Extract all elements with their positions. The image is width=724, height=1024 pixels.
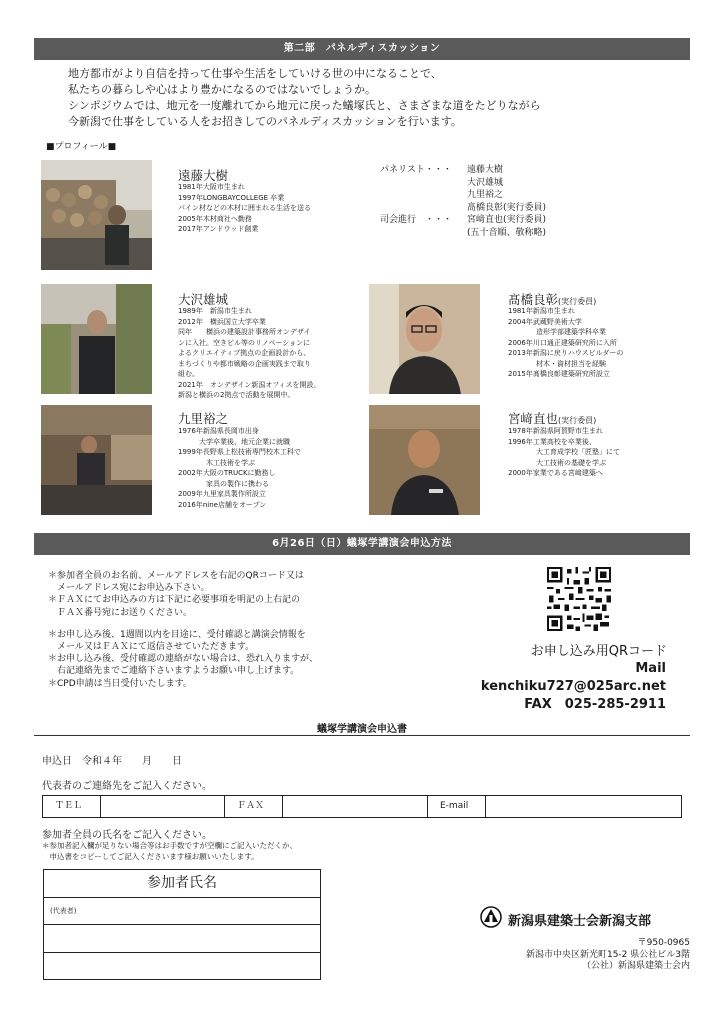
qr-code-icon[interactable] bbox=[547, 567, 611, 631]
photo-takahashi bbox=[369, 284, 480, 394]
organization-block bbox=[480, 906, 690, 973]
photo-kuri bbox=[41, 405, 152, 515]
fax-label: ＦＡＸ bbox=[225, 796, 283, 817]
form-divider bbox=[34, 735, 690, 736]
profile-bio-kuri: 1976年新潟県長岡市出身 大学卒業後、地元企業に就職 1999年長野県上松技術専門校木工科で 木工技術を学ぶ 2002年大阪のTRUCKに勤務し 家具の製作に携わる 2009年九里家具製作所設立 2016年nine店舗をオープン bbox=[178, 427, 301, 509]
mail-address-link[interactable]: kenchiku727@025arc.net bbox=[480, 679, 666, 694]
participant-name-row[interactable] bbox=[44, 925, 320, 953]
email-field[interactable] bbox=[486, 796, 681, 817]
participant-names-table bbox=[43, 869, 321, 980]
names-note-2: 申込書をコピーしてご記入くださいます様お願いいたします。 bbox=[42, 852, 259, 861]
fax-number: FAX 025-285-2911 bbox=[524, 697, 666, 712]
profile-name-kuri: 九里裕之 bbox=[178, 411, 229, 426]
profile-bio-miyazaki: 1978年新潟県阿賀野市生まれ 1996年工業高校を卒業後、 大工育成学校「匠塾」にて 大工技術の基礎を学ぶ 2000年家業である宮﨑建築へ bbox=[508, 427, 620, 477]
organization-address: 新潟市中央区新光町15-2 県公社ビル3階 bbox=[525, 949, 690, 960]
profile-name-osawa: 大沢雄城 bbox=[178, 292, 229, 307]
participant-names-header: 参加者氏名 bbox=[44, 870, 320, 898]
names-prompt: 参加者全員の氏名をご記入ください。 bbox=[42, 830, 212, 841]
application-notes: ＊参加者全員のお名前、メールアドレスを右記のQRコード又は メールアドレス宛にお申込み下さい。 ＊ＦＡＸにてお申込みの方は下記に必要事項を明記の上右記の ＦＡＸ番号宛にお送りください。 ＊お申し込み後、1週間以内を目途に、受付確認と講演会情報を メール又はＦＡＸにて返信させていただきます。 ＊お申し込み後、受付確認の連絡がない場合は、恐れ入りますが、 右記連絡先までご連絡下さいますようお願い申し上げます。 ＊CPD申請は当日受付いたします。 bbox=[48, 571, 319, 689]
section-header-application: 6月26日（日）蟻塚学講演会申込方法 bbox=[34, 533, 690, 555]
tel-field[interactable] bbox=[101, 796, 225, 817]
section-header-panel-discussion: 第二部 パネルディスカッション bbox=[34, 38, 690, 60]
photo-miyazaki bbox=[369, 405, 480, 515]
email-label: E-mail bbox=[428, 796, 486, 817]
names-note-1: ＊参加者記入欄が足りない場合等はお手数ですが空欄にご記入いただくか、 bbox=[42, 841, 297, 850]
organization-name: 新潟県建築士会新潟支部 bbox=[508, 913, 652, 929]
fax-field[interactable] bbox=[283, 796, 428, 817]
contact-prompt: 代表者のご連絡先をご記入ください。 bbox=[42, 781, 212, 792]
profile-bio-endo: 1981年大阪市生まれ 1997年LONGBAYCOLLEGE 卒業 パイン材などの木材に囲まれる生活を送る 2005年木材商社へ勤務 2017年アンドウッド創業 bbox=[178, 183, 311, 233]
organization-postal: 〒950-0965 bbox=[637, 938, 690, 948]
photo-osawa bbox=[41, 284, 152, 394]
architect-association-logo-icon bbox=[480, 906, 502, 932]
intro-text: 地方都市がより自信を持って仕事や生活をしていける世の中になることで、 私たちの暮らしや心はより豊かになるのではないでしょうか。 シンポジウムでは、地元を一度離れてから地元に戻った蟻塚氏と、さまざまな道をたどりながら 今新潟で仕事をしている人をお招きしてのパネルディスカッションを行います。 bbox=[68, 67, 541, 128]
mail-label: Mail bbox=[635, 661, 666, 676]
profile-name-endo: 遠藤大樹 bbox=[178, 168, 229, 183]
participant-name-row-representative[interactable]: (代表者) bbox=[44, 898, 320, 926]
application-date-line: 申込日 令和４年 月 日 bbox=[42, 756, 182, 767]
participant-name-row[interactable] bbox=[44, 953, 320, 981]
form-title: 蟻塚学講演会申込書 bbox=[317, 724, 407, 735]
photo-endo bbox=[41, 160, 152, 270]
profile-name-takahashi: 髙橋良彰(実行委員) bbox=[508, 292, 597, 307]
qr-caption: お申し込み用QRコード bbox=[530, 644, 667, 659]
contact-info bbox=[440, 660, 666, 714]
profile-bio-takahashi: 1981年新潟市生まれ 2004年武蔵野美術大学 造形学部建築学科卒業 2006年川口通正建築研究所に入所 2013年新潟に戻りハウスビルダーの 材木・資材担当を経験 2015年髙橋良彰建築研究所設立 bbox=[508, 307, 624, 378]
contact-table bbox=[42, 795, 682, 818]
profile-label: ■プロフィール■ bbox=[46, 142, 117, 152]
profile-bio-osawa: 1989年 新潟市生まれ 2012年 横浜国立大学卒業 同年 横浜の建築設計事務所オンデザイ ンに入社。空きビル等のリノベーションに よるクリエイティブ拠点の企画設計から、 まちづくりや都市戦略の企画実践まで取り 組む。 2021年 オンデザイン新潟オフィスを開設。 新潟と横浜の2拠点で活動を展開中。 bbox=[178, 307, 321, 399]
profile-name-miyazaki: 宮﨑直也(実行委員) bbox=[508, 411, 597, 426]
panel-list: パネリスト・・・ 遠藤大樹 大沢雄城 九里裕之 髙橋良彰(実行委員) 司会進行 ・・・ 宮﨑直也(実行委員) (五十音順、敬称略) bbox=[380, 165, 547, 238]
tel-label: ＴＥＬ bbox=[43, 796, 101, 817]
organization-office: （公社）新潟県建築士会内 bbox=[581, 961, 690, 971]
